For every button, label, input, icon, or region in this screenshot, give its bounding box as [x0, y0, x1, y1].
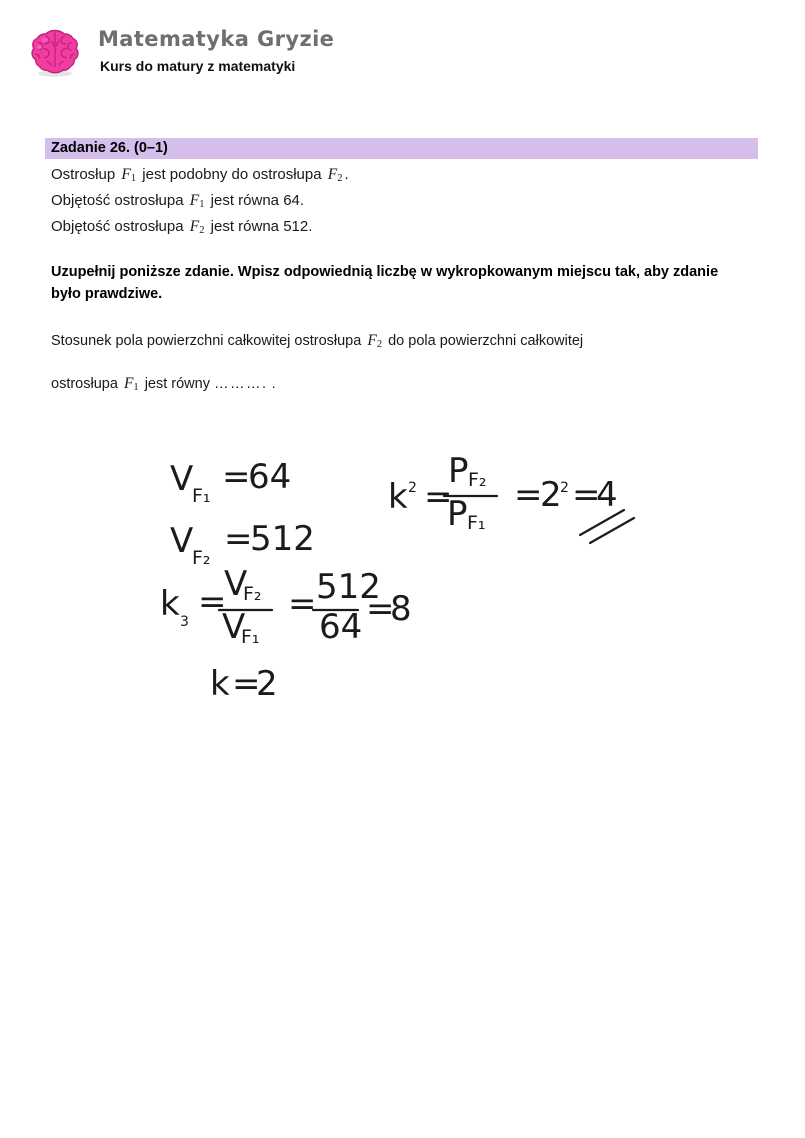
statement-text: Ostrosłup [51, 166, 116, 183]
hw-text: = [366, 589, 395, 629]
hw-text: V [170, 521, 194, 561]
hw-text: = [198, 582, 227, 622]
task-header-label: Zadanie 26. (0–1) [51, 140, 168, 156]
hw-text: 8 [390, 589, 412, 629]
hw-volume-f2 [170, 519, 315, 569]
task-header-band [45, 138, 758, 159]
hw-k-squared [388, 451, 634, 543]
math-variable: $F_2$ [327, 166, 343, 184]
statement-value: 64 [283, 192, 300, 209]
hw-text: 2 [540, 475, 562, 515]
statement-punct: . [344, 166, 349, 183]
hw-text: k [210, 664, 230, 704]
hw-text: = [514, 475, 543, 515]
math-variable: $F_2$ [189, 218, 205, 236]
hw-text: 2 [408, 480, 417, 496]
question-punct: . [271, 376, 276, 392]
hw-text: P [448, 451, 469, 491]
math-variable: $F_1$ [121, 166, 137, 184]
brain-icon [27, 24, 83, 80]
statement-text: Objętość ostrosłupa [51, 192, 184, 209]
statement-text: Objętość ostrosłupa [51, 218, 184, 235]
question-line-1 [51, 332, 583, 350]
question-text: do pola powierzchni całkowitej [388, 333, 584, 349]
statement-text: jest równa [210, 218, 280, 235]
hw-text: = [572, 475, 601, 515]
question-text: jest równy [144, 376, 210, 392]
hw-text: F₂ [468, 469, 487, 491]
statement-line-1 [51, 166, 349, 184]
hw-text: F₂ [243, 583, 262, 605]
statement-punct: . [299, 192, 305, 209]
hw-text: 512 [250, 519, 315, 559]
question-text: ostrosłupa [51, 376, 118, 392]
hw-text: F₁ [241, 626, 260, 648]
math-variable: $F_1$ [123, 375, 139, 393]
hw-final-answer [210, 664, 278, 704]
answer-blank[interactable]: ………. [214, 376, 268, 392]
hw-text: V [224, 564, 248, 604]
hw-text: V [222, 607, 246, 647]
question-text: Stosunek pola powierzchni całkowitej ostrosłupa [51, 333, 362, 349]
statement-punct: . [308, 218, 313, 235]
hw-text: = [424, 477, 453, 517]
hw-text: P [447, 494, 468, 534]
hw-k-cubed [160, 564, 412, 648]
hw-text: = [224, 519, 253, 559]
hw-text: k [388, 477, 408, 517]
math-variable: $F_1$ [189, 192, 205, 210]
hw-text: 2 [560, 480, 569, 496]
hw-text: = [222, 457, 251, 497]
hw-text: F₂ [192, 547, 211, 569]
hw-text: = [232, 664, 261, 704]
hw-text: 512 [316, 567, 381, 607]
hw-text: 4 [596, 475, 618, 515]
statement-line-2 [51, 192, 304, 210]
statement-text: jest podobny do ostrosłupa [142, 166, 322, 183]
hw-text: V [170, 459, 194, 499]
hw-volume-f1 [170, 457, 291, 507]
hw-text: 64 [319, 607, 363, 647]
hw-text: 2 [256, 664, 278, 704]
hw-text: 3 [180, 614, 189, 630]
question-line-2 [51, 375, 276, 393]
hw-text: F₁ [467, 512, 486, 534]
hw-text: k [160, 584, 180, 624]
brand-subtitle: Kurs do matury z matematyki [100, 58, 296, 74]
hw-text: 64 [248, 457, 292, 497]
hw-text: = [288, 584, 317, 624]
instruction-paragraph: Uzupełnij poniższe zdanie. Wpisz odpowiednią liczbę w wykropkowanym miejscu tak, aby zdanie było prawdziwe. [51, 264, 719, 302]
hw-text: F₁ [192, 485, 211, 507]
statement-value: 512 [283, 218, 309, 235]
handwritten-solution [0, 430, 805, 730]
brand-title: Matematyka Gryzie [98, 27, 335, 51]
math-variable: $F_2$ [367, 332, 383, 350]
brand-header [0, 0, 805, 100]
statement-text: jest równa [210, 192, 280, 209]
statement-line-3 [51, 218, 312, 236]
